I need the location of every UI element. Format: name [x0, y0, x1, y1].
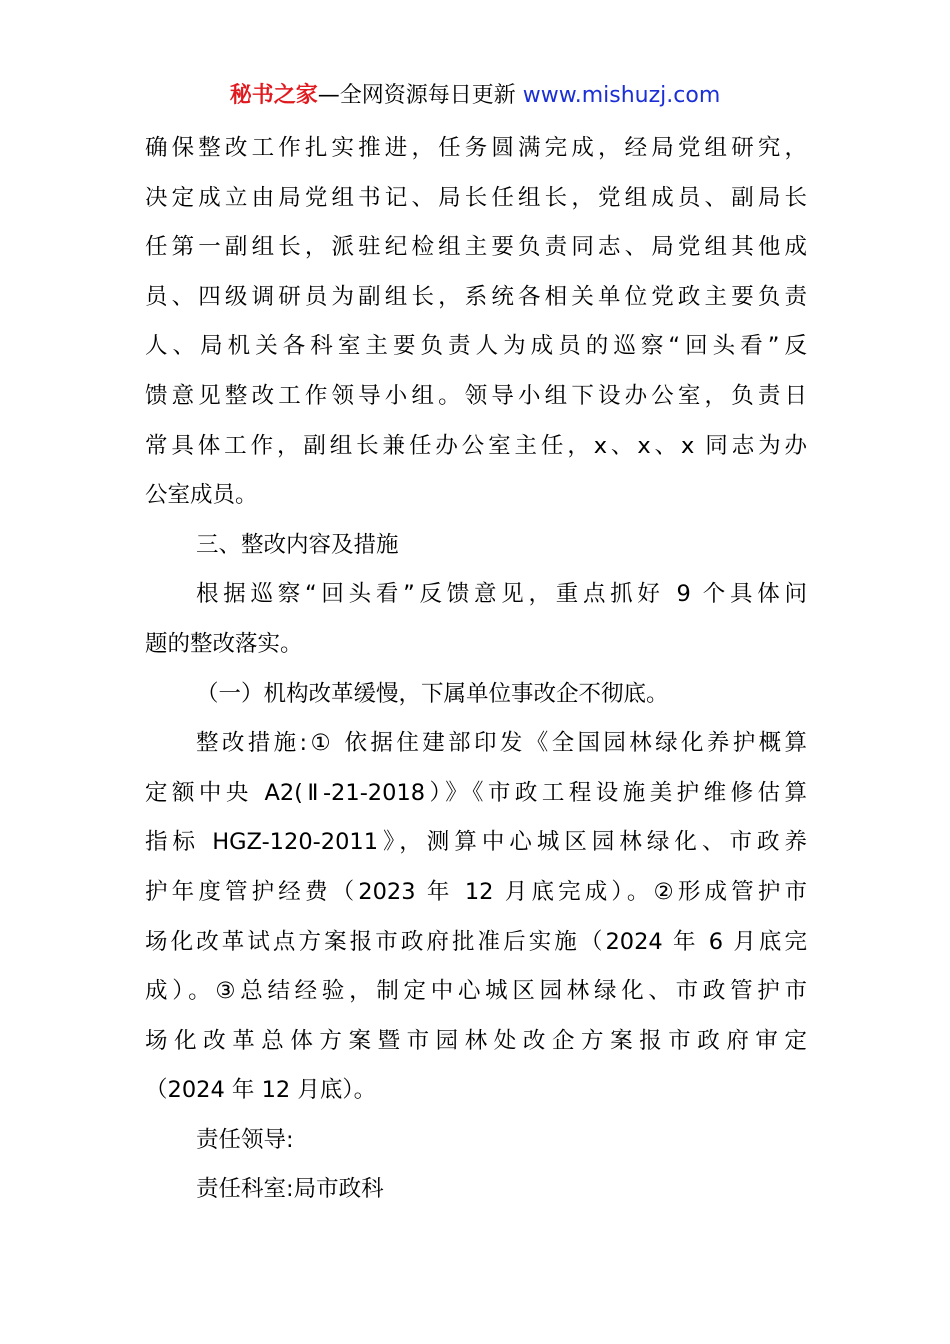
- paragraph-line: 整改措施:① 依据住建部印发《全国园林绿化养护概算: [196, 730, 807, 757]
- paragraph-line: 馈意见整改工作领导小组。领导小组下设办公室，负责日: [145, 382, 807, 409]
- paragraph-line: 场化改革总体方案暨市园林处改企方案报市政府审定: [145, 1027, 807, 1054]
- responsible-department-label: 责任科室:局市政科: [196, 1176, 384, 1203]
- paragraph-line: 任第一副组长，派驻纪检组主要负责同志、局党组其他成: [145, 234, 807, 261]
- paragraph-line: 根据巡察“回头看”反馈意见，重点抓好 9 个具体问: [196, 581, 807, 608]
- header-tagline: —全网资源每日更新: [317, 83, 523, 108]
- paragraph-line: （2024 年 12 月底）。: [145, 1077, 377, 1104]
- paragraph-line: 常具体工作，副组长兼任办公室主任，x、x、x 同志为办: [145, 432, 807, 459]
- subsection-heading: （一）机构改革缓慢，下属单位事改企不彻底。: [196, 680, 669, 707]
- paragraph-line: 护年度管护经费（2023 年 12 月底完成）。②形成管护市: [145, 878, 807, 905]
- paragraph-line: 成）。③总结经验，制定中心城区园林绿化、市政管护市: [145, 978, 807, 1005]
- site-header: [0, 80, 950, 112]
- section-heading: 三、整改内容及措施: [196, 531, 399, 558]
- paragraph-line: 确保整改工作扎实推进，任务圆满完成，经局党组研究，: [145, 135, 807, 161]
- brand-name: 秘书之家: [229, 83, 318, 108]
- paragraph-line: 题的整改落实。: [145, 630, 303, 657]
- document-body: [145, 124, 807, 1215]
- responsible-leader-label: 责任领导:: [196, 1126, 294, 1153]
- site-url-link[interactable]: www.mishuzj.com: [522, 83, 721, 108]
- paragraph-line: 公室成员。: [145, 482, 258, 509]
- paragraph-line: 人、局机关各科室主要负责人为成员的巡察“回头看”反: [145, 333, 807, 360]
- paragraph-line: 定额中央 A2(Ⅱ-21-2018）》《市政工程设施美护维修估算: [145, 779, 807, 806]
- paragraph-line: 员、四级调研员为副组长，系统各相关单位党政主要负责: [145, 283, 807, 310]
- paragraph-line: 决定成立由局党组书记、局长任组长，党组成员、副局长: [145, 184, 807, 211]
- paragraph-line: 场化改革试点方案报市政府批准后实施（2024 年 6 月底完: [145, 928, 807, 955]
- paragraph-line: 指标 HGZ-120-2011》，测算中心城区园林绿化、市政养: [145, 829, 807, 856]
